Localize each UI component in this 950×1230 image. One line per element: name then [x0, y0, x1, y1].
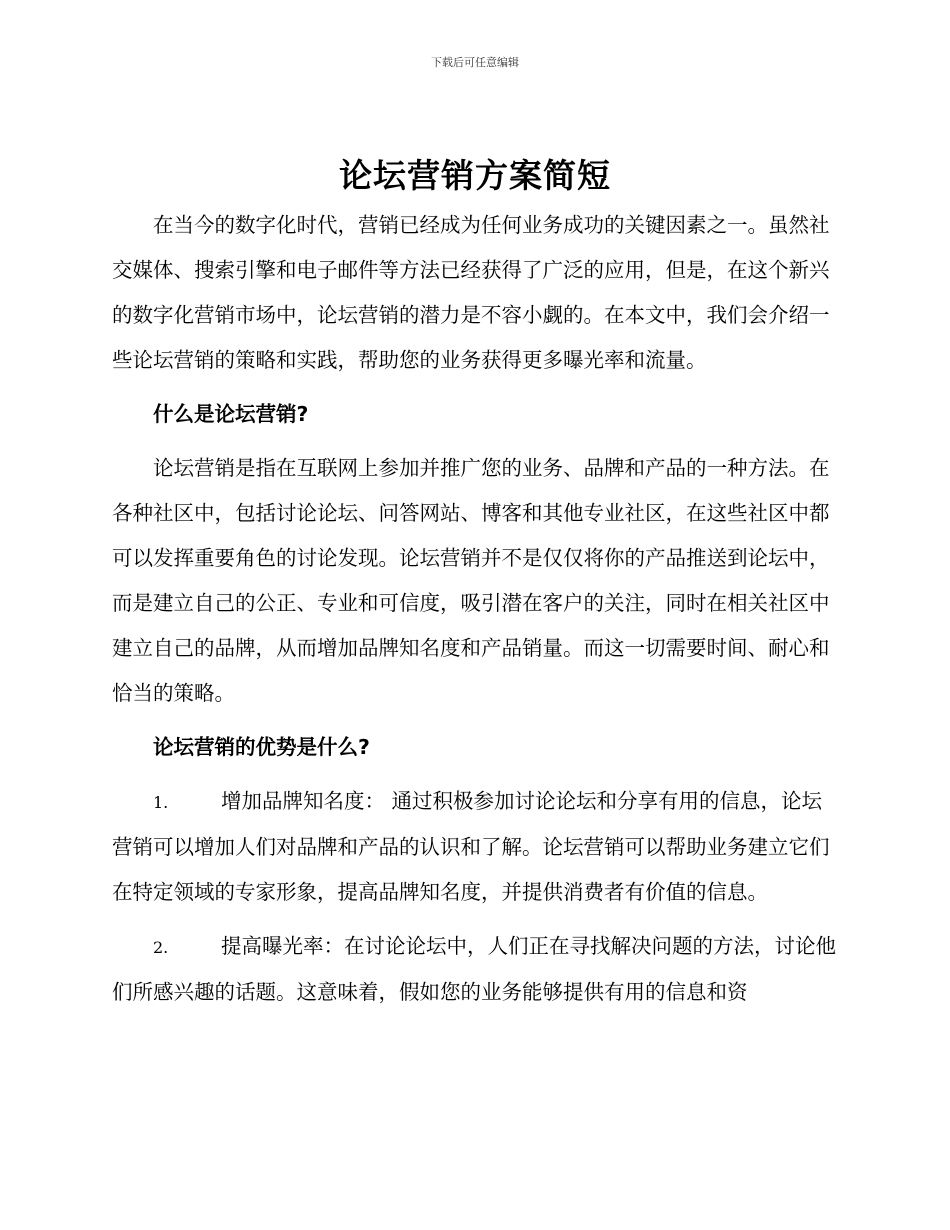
section-heading-advantages: 论坛营销的优势是什么?: [153, 735, 370, 759]
page-header-note: 下载后可任意编辑: [431, 56, 519, 69]
document-body: [112, 203, 840, 1015]
spacer: [112, 915, 840, 924]
spacer: [112, 770, 840, 779]
what-is-paragraph: 论坛营销是指在互联网上参加并推广您的业务、品牌和产品的一种方法。在各种社区中，包括讨论论坛、问答网站、博客和其他专业社区，在这些社区中都可以发挥重要角色的讨论发现。论坛营销并不是仅仅将你的产品推送到论坛中，而是建立自己的公正、专业和可信度，吸引潜在客户的关注，同时在相关社区中建立自己的品牌，从而增加品牌知名度和产品销量。而这一切需要时间、耐心和恰当的策略。: [112, 456, 830, 705]
spacer: [112, 437, 840, 446]
spacer: [112, 383, 840, 392]
document-title: 论坛营销方案简短: [339, 156, 611, 195]
list-item-text: 提高曝光率：在讨论论坛中，人们正在寻找解决问题的方法，讨论他们所感兴趣的话题。这意味着，假如您的业务能够提供有用的信息和资: [112, 934, 836, 1004]
list-item-number: 2.: [153, 938, 169, 957]
list-item-text: 增加品牌知名度： 通过积极参加讨论论坛和分享有用的信息，论坛营销可以增加人们对品牌和产品的认识和了解。论坛营销可以帮助业务建立它们在特定领域的专家形象，提高品牌知名度，并提供消费者有价值的信息。: [112, 789, 830, 904]
list-item-number: 1.: [153, 793, 169, 812]
intro-paragraph: 在当今的数字化时代，营销已经成为任何业务成功的关键因素之一。虽然社交媒体、搜索引擎和电子邮件等方法已经获得了广泛的应用，但是，在这个新兴的数字化营销市场中，论坛营销的潜力是不容小觑的。在本文中，我们会介绍一些论坛营销的策略和实践，帮助您的业务获得更多曝光率和流量。: [112, 213, 830, 372]
list-item: [112, 924, 840, 1015]
list-item: [112, 779, 840, 915]
spacer: [112, 716, 840, 725]
section-heading-what-is: 什么是论坛营销?: [153, 402, 309, 426]
